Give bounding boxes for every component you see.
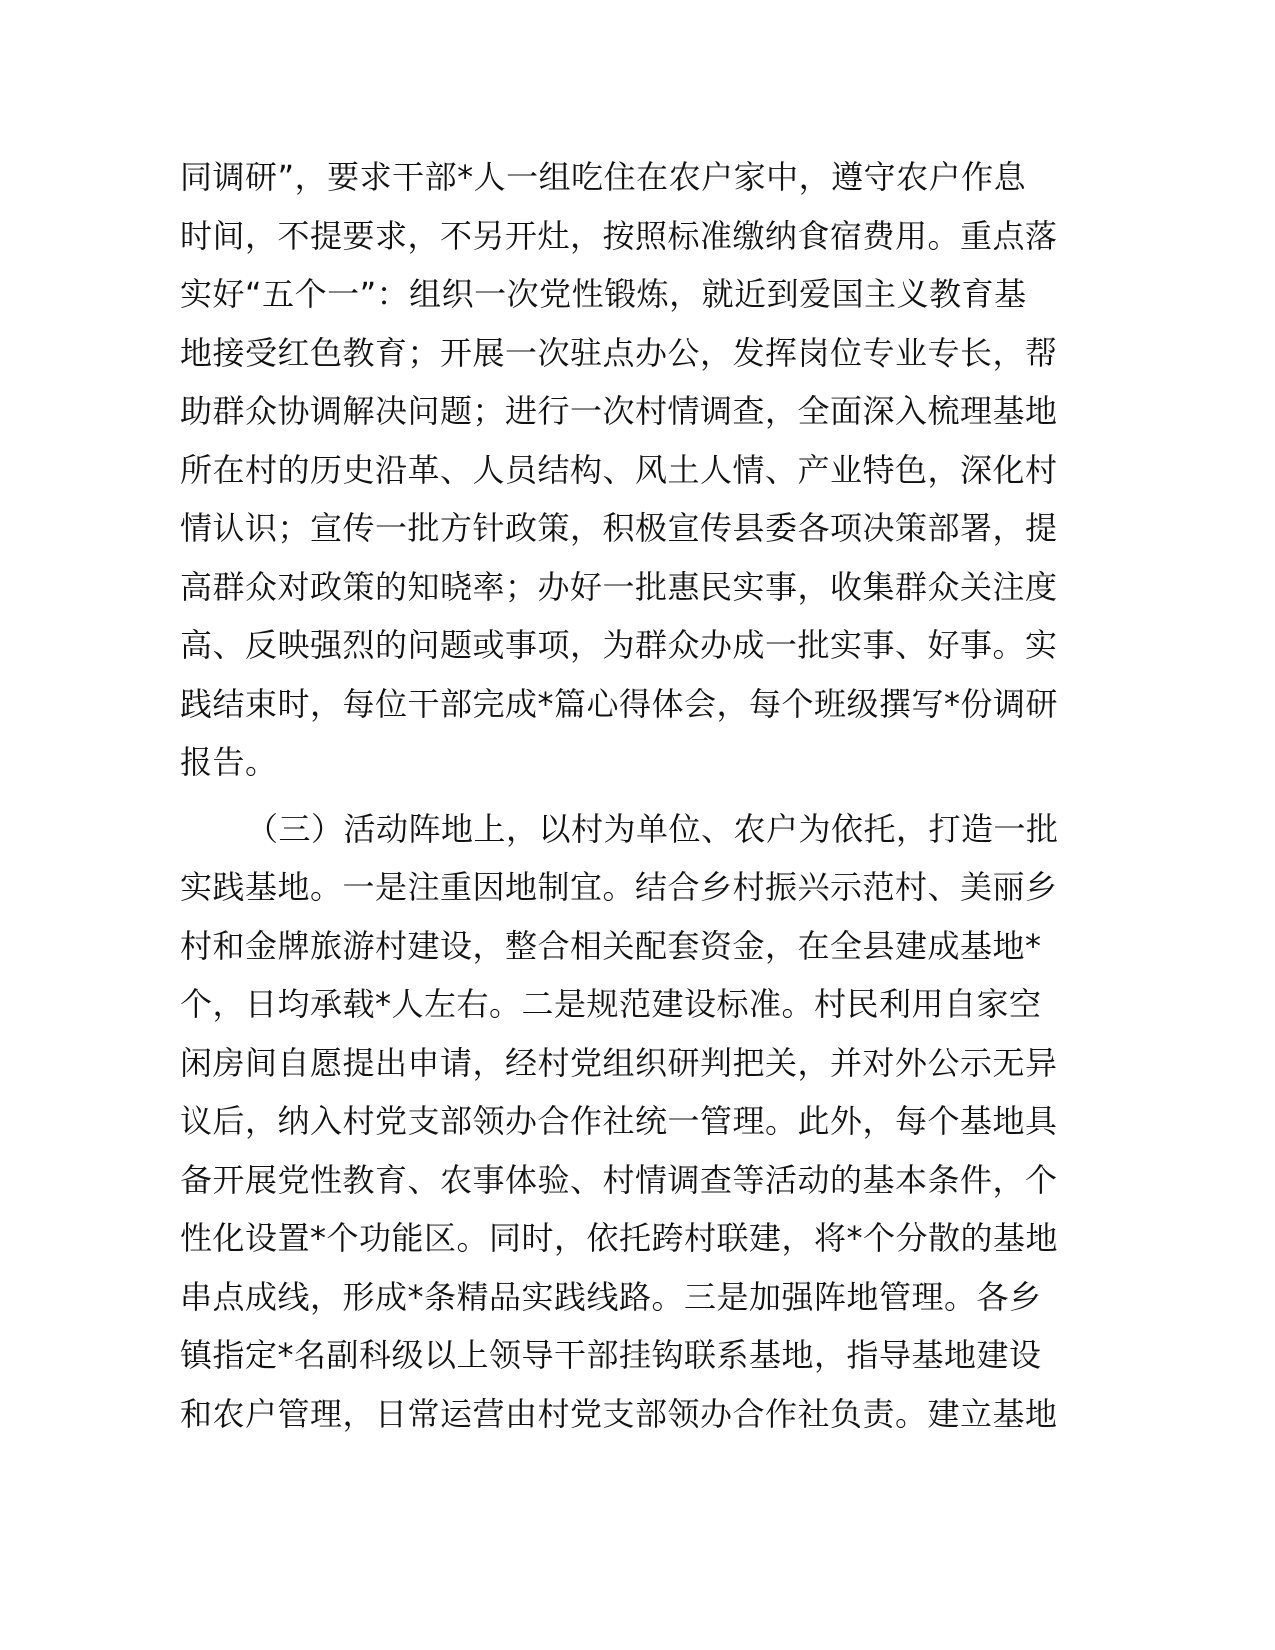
text-line: 高群众对政策的知晓率；办好一批惠民实事，收集群众关注度 — [180, 567, 1058, 606]
text-line: 实好“五个一”：组织一次党性锻炼，就近到爱国主义教育基 — [180, 275, 1027, 313]
paragraph-2 — [180, 800, 1059, 1444]
paragraph-1 — [180, 148, 1059, 792]
text-line: 镇指定*名副科级以上领导干部挂钩联系基地，指导基地建设 — [180, 1336, 1042, 1374]
text-line: 串点成线，形成*条精品实践线路。三是加强阵地管理。各乡 — [180, 1277, 1042, 1316]
text-line: 备开展党性教育、农事体验、村情调查等活动的基本条件，个 — [180, 1160, 1058, 1199]
text-line: 地接受红色教育；开展一次驻点办公，发挥岗位专业专长，帮 — [180, 333, 1058, 372]
text-line: 同调研”，要求干部*人一组吃住在农户家中，遵守农户作息 — [180, 158, 1027, 196]
text-line: 报告。 — [180, 743, 278, 781]
text-line: 个，日均承载*人左右。二是规范建设标准。村民利用自家空 — [180, 985, 1042, 1023]
text-line: 实践基地。一是注重因地制宜。结合乡村振兴示范村、美丽乡 — [180, 868, 1058, 906]
text-line: 村和金牌旅游村建设，整合相关配套资金，在全县建成基地* — [180, 926, 1042, 965]
text-line: 践结束时，每位干部完成*篇心得体会，每个班级撰写*份调研 — [180, 684, 1059, 723]
text-line: 议后，纳入村党支部领办合作社统一管理。此外，每个基地具 — [180, 1102, 1058, 1140]
text-line-indented: （三）活动阵地上，以村为单位、农户为依托，打造一批 — [246, 809, 1059, 848]
text-line: 高、反映强烈的问题或事项，为群众办成一批实事、好事。实 — [180, 626, 1058, 664]
text-line: 时间，不提要求，不另开灶，按照标准缴纳食宿费用。重点落 — [180, 216, 1058, 255]
text-line: 情认识；宣传一批方针政策，积极宣传县委各项决策部署，提 — [180, 509, 1058, 547]
paragraph-spacer — [180, 792, 1042, 800]
text-line: 和农户管理，日常运营由村党支部领办合作社负责。建立基地 — [180, 1394, 1058, 1433]
text-line: 所在村的历史沿革、人员结构、风土人情、产业特色，深化村 — [180, 450, 1058, 489]
text-line: 助群众协调解决问题；进行一次村情调查，全面深入梳理基地 — [180, 392, 1058, 430]
document-body — [180, 148, 1059, 1443]
text-line: 性化设置*个功能区。同时，依托跨村联建，将*个分散的基地 — [180, 1219, 1059, 1257]
text-line: 闲房间自愿提出申请，经村党组织研判把关，并对外公示无异 — [180, 1043, 1058, 1082]
